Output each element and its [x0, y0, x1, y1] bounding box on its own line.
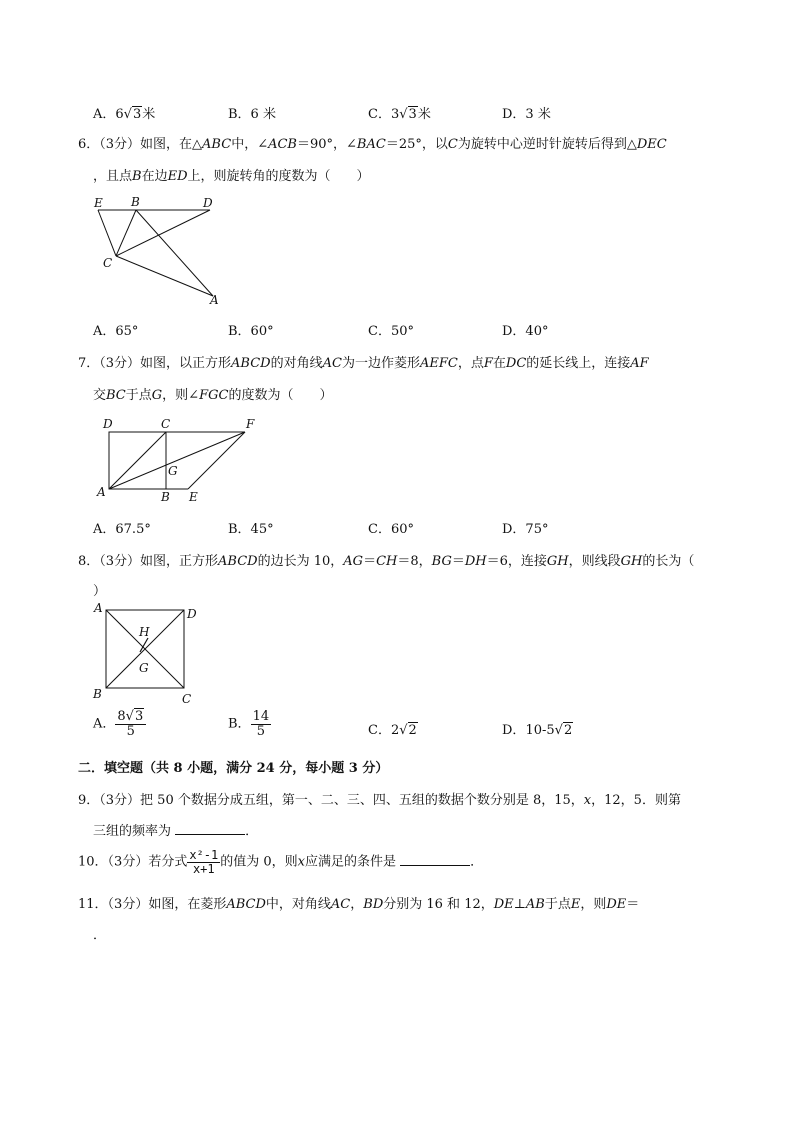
q8-option-b: B． $\frac{14}{5}$: [228, 709, 270, 739]
label-c: C: [161, 417, 171, 431]
q6-stem-line2: ，且点B在边ED上，则旋转角的度数为（ ）: [93, 169, 370, 184]
label-g: G: [139, 661, 149, 675]
q8-option-d: D．10-5√2: [502, 723, 573, 738]
q8-option-c: C．2√2: [368, 723, 417, 738]
q8-option-a: A． $\frac{8√3}{5}$: [93, 710, 146, 738]
q5-option-d: D．3 米: [502, 107, 551, 122]
sqrt-symbol: √3: [399, 107, 417, 122]
q11-stem-line1: 11．（3分）如图，在菱形ABCD中，对角线AC，BD分别为 16 和 12，DE⊥AB于点E，则DE＝: [78, 897, 640, 912]
q9-stem-line2: 三组的频率为 ．: [93, 824, 259, 839]
q6-option-a: A．65°: [93, 324, 139, 339]
label-e: E: [189, 490, 198, 504]
label-b: B: [93, 687, 102, 701]
q7-option-a: A．67.5°: [93, 522, 151, 537]
fraction: $\frac{8√3}{5}$: [115, 710, 146, 738]
fraction: $\frac{\text{x²-1}}{x+1}$: [189, 848, 219, 876]
section-2-title: 二．填空题（共 8 小题，满分 24 分，每小题 3 分）: [78, 761, 389, 776]
q6-figure: [88, 190, 228, 310]
label-g: G: [168, 464, 178, 478]
label-f: F: [246, 417, 255, 431]
answer-blank: [400, 853, 470, 866]
q6-option-c: C．50°: [368, 324, 414, 339]
q5-option-a: A．6√3米: [93, 107, 156, 122]
q5-option-c: C．3√3米: [368, 107, 431, 122]
label-c: C: [182, 692, 192, 706]
q7-figure: [95, 412, 270, 504]
q5-option-b: B．6 米: [228, 107, 276, 122]
q7-option-d: D．75°: [502, 522, 549, 537]
label-a: A: [94, 601, 103, 615]
sqrt-symbol: √3: [123, 107, 142, 122]
q7-stem-line1: 7．（3分）如图，以正方形ABCD的对角线AC为一边作菱形AEFC，点F在DC的延长线上，连接AF: [78, 356, 649, 371]
q10-stem: 10．（3分）若分式 $\frac{\text{x²-1}}{x+1}$ 的值为 0，则x应满足的条件是 ．: [78, 848, 484, 876]
q8-stem-line2: ）: [93, 584, 107, 599]
q7-option-b: B．45°: [228, 522, 274, 537]
label-h: H: [139, 625, 150, 639]
label-a: A: [210, 293, 219, 307]
label-a: A: [97, 485, 106, 499]
q7-stem-line2: 交BC于点G，则∠FGC的度数为（ ）: [93, 388, 333, 403]
label-c: C: [103, 256, 113, 270]
q9-stem-line1: 9．（3分）把 50 个数据分成五组，第一、二、三、四、五组的数据个数分别是 8，15，x，12，5．则第: [78, 793, 681, 808]
q6-option-b: B．60°: [228, 324, 274, 339]
fraction: $\frac{14}{5}$: [252, 709, 270, 739]
q6-option-d: D．40°: [502, 324, 549, 339]
q8-figure: [90, 598, 205, 708]
answer-blank: [175, 822, 245, 835]
q7-option-c: C．60°: [368, 522, 414, 537]
label-b: B: [131, 195, 140, 209]
q11-stem-line2: ．: [93, 928, 107, 943]
label-e: E: [94, 196, 103, 210]
label-d: D: [103, 417, 113, 431]
label-b: B: [161, 490, 170, 504]
label-d: D: [203, 196, 213, 210]
q6-stem-line1: 6．（3分）如图，在△ABC中，∠ACB＝90°，∠BAC＝25°，以C为旋转中心逆时针旋转后得到△DEC: [78, 137, 667, 152]
label-d: D: [187, 607, 197, 621]
q8-stem-line1: 8．（3分）如图，正方形ABCD的边长为 10，AG＝CH＝8，BG＝DH＝6，连接GH，则线段GH的长为（: [78, 554, 695, 569]
